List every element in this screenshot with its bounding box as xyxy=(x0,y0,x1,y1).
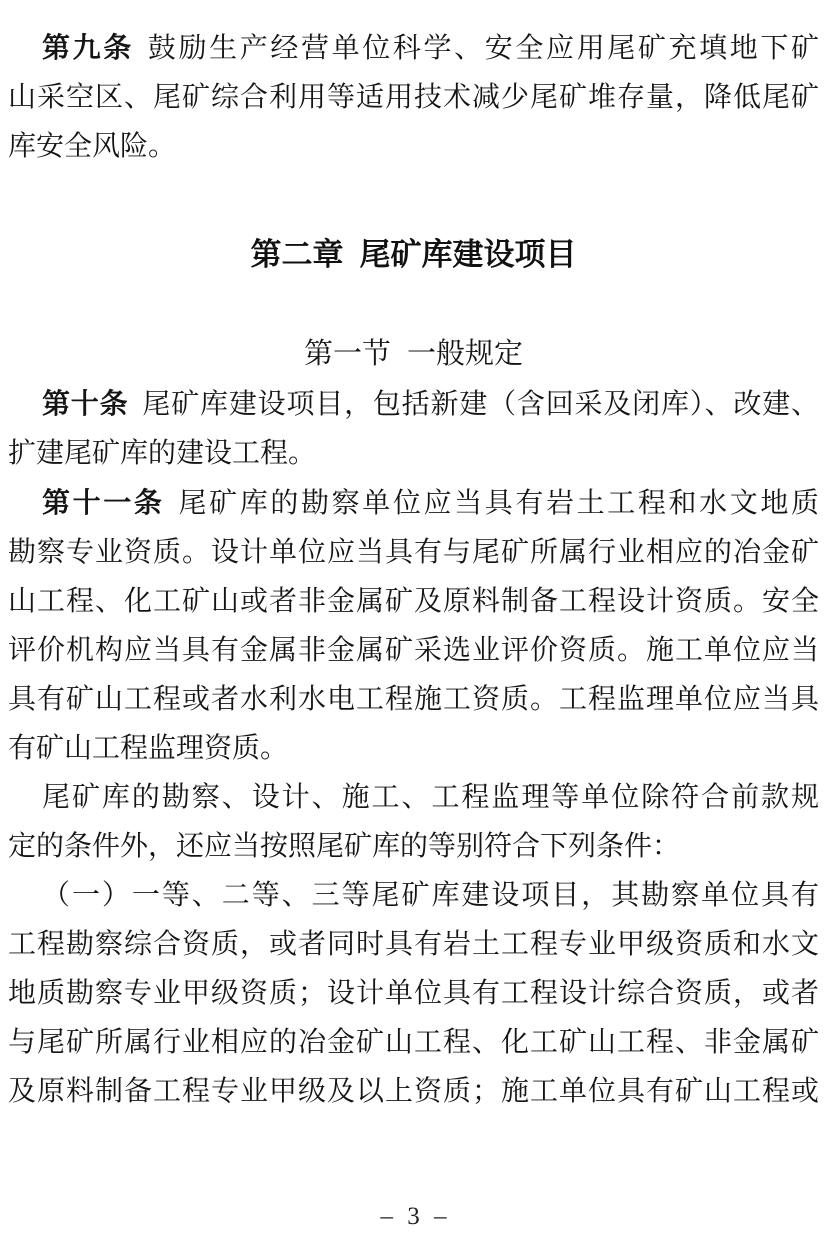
paragraph-article-9 xyxy=(8,0,819,171)
page-number: – 3 – xyxy=(380,1203,447,1230)
text-line: 地质勘察专业甲级资质；设计单位具有工程设计综合资质，或者 xyxy=(8,978,819,1009)
paragraph-clause-intro xyxy=(8,773,819,871)
section-heading xyxy=(8,330,819,379)
text-line: 勘察专业资质。设计单位应当具有与尾矿所属行业相应的冶金矿 xyxy=(8,537,819,568)
chapter-heading xyxy=(8,233,819,277)
text-line: 库安全风险。 xyxy=(8,131,177,162)
text-line xyxy=(8,379,819,429)
text-line: 扩建尾矿库的建设工程。 xyxy=(8,438,317,469)
text-line xyxy=(8,478,819,528)
text-line: 评价机构应当具有金属非金属矿采选业评价资质。施工单位应当 xyxy=(8,635,819,666)
section-title: 一般规定 xyxy=(407,338,524,370)
text-line: 及原料制备工程专业甲级及以上资质；施工单位具有矿山工程或 xyxy=(8,1076,819,1107)
text-line: 山采空区、尾矿综合利用等适用技术减少尾矿堆存量，降低尾矿 xyxy=(8,82,819,113)
text-run: 尾矿库的勘察单位应当具有岩土工程和水文地质 xyxy=(178,488,819,519)
chapter-title: 尾矿库建设项目 xyxy=(359,237,577,272)
text-line: （一）一等、二等、三等尾矿库建设项目，其勘察单位具有 xyxy=(42,880,819,911)
text-line: 山工程、化工矿山或者非金属矿及原料制备工程设计资质。安全 xyxy=(8,586,819,617)
article-10-lead: 第十条 xyxy=(42,388,129,419)
article-9-lead: 第九条 xyxy=(42,32,134,63)
paragraph-article-11 xyxy=(8,478,819,773)
text-line: 定的条件外，还应当按照尾矿库的等别符合下列条件： xyxy=(8,831,681,862)
paragraph-article-10 xyxy=(8,379,819,478)
text-run: 鼓励生产经营单位科学、安全应用尾矿充填地下矿 xyxy=(147,33,819,64)
text-line xyxy=(8,23,819,73)
article-11-lead: 第十一条 xyxy=(42,487,165,518)
text-line: 与尾矿所属行业相应的冶金矿山工程、化工矿山工程、非金属矿 xyxy=(8,1027,819,1058)
text-run: 尾矿库建设项目，包括新建（含回采及闭库）、改建、 xyxy=(142,389,819,420)
paragraph-item-1 xyxy=(8,871,819,1116)
text-line: 尾矿库的勘察、设计、施工、工程监理等单位除符合前款规 xyxy=(42,782,819,813)
chapter-number: 第二章 xyxy=(250,237,344,272)
section-number: 第一节 xyxy=(303,338,391,370)
text-line: 具有矿山工程或者水利水电工程施工资质。工程监理单位应当具 xyxy=(8,684,819,715)
text-line: 工程勘察综合资质，或者同时具有岩土工程专业甲级资质和水文 xyxy=(8,929,819,960)
text-line: 有矿山工程监理资质。 xyxy=(8,733,289,764)
